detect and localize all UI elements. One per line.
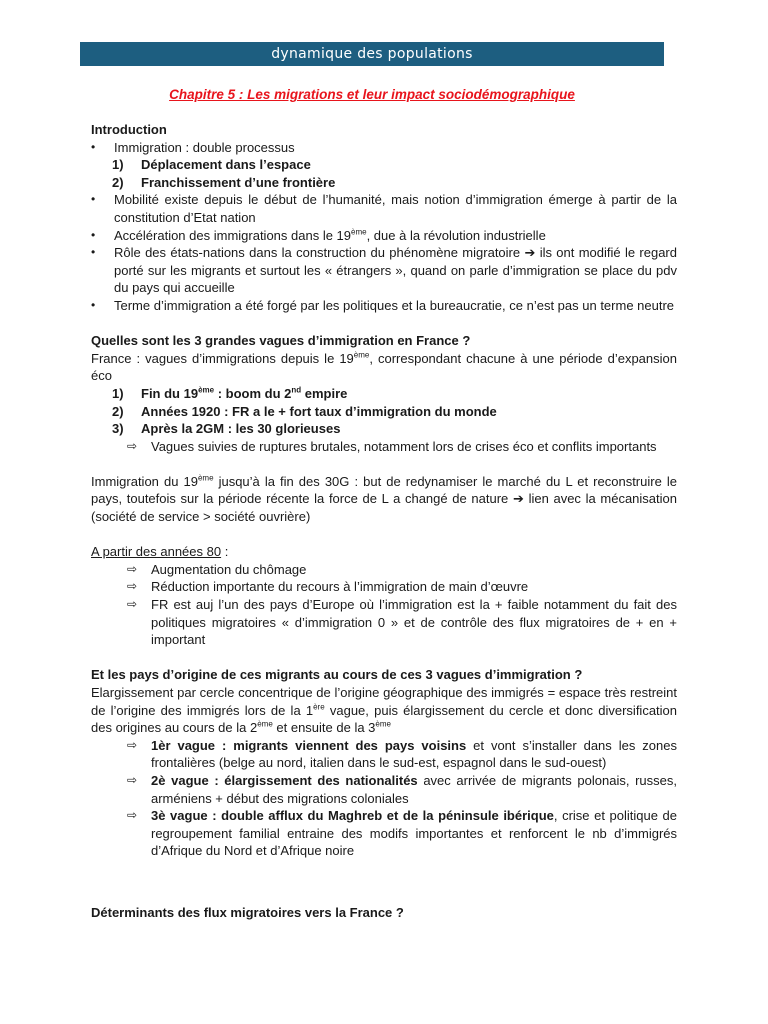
arrow-right-icon: ⇨ bbox=[127, 597, 138, 612]
superscript: nd bbox=[291, 385, 302, 395]
text-run: ils ont modifié le regard porté sur les migrants et surtout les « étrangers », quand on parle d’immigration se place du pdv du pays qui accueille bbox=[114, 245, 677, 296]
numbered-item bbox=[91, 174, 677, 192]
arrow-item bbox=[91, 578, 677, 596]
list-item bbox=[91, 227, 677, 245]
list-item bbox=[91, 191, 677, 226]
arrow-item-text: Augmentation du chômage bbox=[151, 561, 307, 577]
origins-paragraph bbox=[91, 684, 677, 737]
text-run: lien avec la mécanisation (société de service > société ouvrière) bbox=[91, 491, 677, 525]
text-run: , crise et politique de regroupement familial entraine des modifs importantes et renforcent le nb d’immigrés d’Afrique du Nord et d’Afrique noire bbox=[151, 808, 677, 859]
header-title: dynamique des populations bbox=[271, 46, 473, 62]
arrow-item bbox=[91, 737, 677, 772]
superscript: ème bbox=[351, 227, 367, 237]
item-number: 2) bbox=[112, 403, 124, 419]
header-bar bbox=[80, 42, 664, 66]
superscript: ème bbox=[257, 719, 273, 729]
text-run: , due à la révolution industrielle bbox=[366, 227, 546, 243]
list-item bbox=[91, 244, 677, 297]
list-item-text: Mobilité existe depuis le début de l’humanité, mais notion d’immigration émerge à partir de la constitution d’Etat nation bbox=[114, 192, 677, 225]
text-run: : bbox=[221, 544, 229, 560]
list-item-text bbox=[114, 227, 677, 245]
eighties-heading bbox=[91, 543, 677, 561]
document-body bbox=[91, 121, 677, 921]
arrow-right-icon: ⇨ bbox=[127, 438, 138, 453]
numbered-item-text: Après la 2GM : les 30 glorieuses bbox=[141, 421, 341, 437]
bold-run: 3è vague : double afflux du Maghreb et de la péninsule ibérique bbox=[151, 808, 554, 824]
arrow-item bbox=[91, 596, 677, 649]
item-number: 3) bbox=[112, 421, 124, 437]
arrow-item-text: Réduction importante du recours à l’immigration de main d’œuvre bbox=[151, 579, 529, 595]
text-run: , correspondant chacune à une période d’expansion éco bbox=[91, 350, 677, 384]
text-run: Rôle des états-nations dans la construction du phénomène migratoire bbox=[114, 245, 521, 261]
arrow-icon: ➔ bbox=[512, 491, 524, 507]
numbered-item-text bbox=[141, 385, 677, 403]
text-run: Elargissement par cercle concentrique de l’origine géographique des immigrés = espace très restreint de l’origine des immigrés lors de la 1 bbox=[91, 685, 677, 718]
list-item bbox=[91, 297, 677, 315]
text-run: et ensuite de la 3 bbox=[272, 720, 376, 736]
intro-heading: Introduction bbox=[91, 122, 167, 137]
bullet-icon: • bbox=[91, 297, 96, 312]
list-item-text: Terme d’immigration a été forgé par les politiques et la bureaucratie, ce n’est pas un terme neutre bbox=[114, 297, 675, 313]
arrow-item bbox=[91, 561, 677, 579]
superscript: ère bbox=[313, 702, 325, 712]
arrow-right-icon: ⇨ bbox=[127, 579, 138, 594]
bullet-icon: • bbox=[91, 245, 96, 260]
text-run: : boom du 2 bbox=[214, 385, 292, 401]
bullet-icon: • bbox=[91, 139, 96, 154]
arrow-item bbox=[91, 772, 677, 807]
text-run: avec arrivée de migrants polonais, russes, arméniens + début des migrations coloniales bbox=[151, 772, 677, 806]
text-run: empire bbox=[301, 385, 348, 401]
arrow-right-icon: ⇨ bbox=[127, 808, 138, 823]
arrow-item bbox=[91, 807, 677, 860]
bullet-icon: • bbox=[91, 192, 96, 207]
text-run: jusqu’à la fin des 30G : but de redynamiser le marché du L et reconstruire le pays, toutefois sur la période récente la force de L a changé de nature bbox=[91, 473, 677, 507]
arrow-item-text bbox=[151, 772, 677, 807]
numbered-item bbox=[91, 403, 677, 421]
numbered-item-text: Déplacement dans l’espace bbox=[141, 157, 311, 173]
waves-heading: Quelles sont les 3 grandes vagues d’immigration en France ? bbox=[91, 333, 471, 349]
text-run: vague, puis élargissement du cercle et donc diversification des origines au cours de la 2 bbox=[91, 702, 678, 736]
bold-run: 2è vague : élargissement des nationalités bbox=[151, 772, 418, 788]
superscript: ème bbox=[198, 385, 215, 395]
superscript: ème bbox=[197, 473, 214, 483]
list-item bbox=[91, 139, 677, 157]
paragraph-19th bbox=[91, 473, 677, 526]
numbered-item bbox=[91, 420, 677, 438]
numbered-item-text: Années 1920 : FR a le + fort taux d’immigration du monde bbox=[141, 403, 497, 419]
waves-paragraph bbox=[91, 350, 677, 385]
text-run: et vont s’installer dans les zones frontalières (belge au nord, italien dans le sud-est, espagnol dans le sud-ouest) bbox=[151, 737, 677, 771]
determinants-heading: Déterminants des flux migratoires vers la France ? bbox=[91, 904, 404, 920]
text-run: Immigration du 19 bbox=[91, 473, 198, 489]
item-number: 1) bbox=[112, 385, 124, 401]
arrow-item-text bbox=[151, 737, 677, 772]
numbered-item bbox=[91, 156, 677, 174]
arrow-item-text: FR est auj l’un des pays d’Europe où l’immigration est la + faible notamment du fait des politiques migratoires « d’immigration 0 » et de contrôle des flux migratoires de + en + important bbox=[151, 597, 677, 648]
text-run: France : vagues d’immigrations depuis le 19 bbox=[91, 350, 354, 366]
list-item-text bbox=[114, 244, 677, 297]
arrow-right-icon: ⇨ bbox=[127, 561, 138, 576]
text-run: Accélération des immigrations dans le 19 bbox=[114, 227, 352, 243]
item-number: 2) bbox=[112, 174, 124, 190]
text-run: Fin du 19 bbox=[141, 385, 199, 401]
origins-heading: Et les pays d’origine de ces migrants au cours de ces 3 vagues d’immigration ? bbox=[91, 667, 583, 683]
superscript: ème bbox=[375, 719, 391, 729]
arrow-right-icon: ⇨ bbox=[127, 737, 138, 752]
underlined-label: A partir des années 80 bbox=[91, 544, 222, 560]
arrow-item-text bbox=[151, 807, 677, 860]
item-number: 1) bbox=[112, 157, 124, 173]
numbered-item bbox=[91, 385, 677, 403]
numbered-item-text: Franchissement d’une frontière bbox=[141, 174, 336, 190]
arrow-icon: ➔ bbox=[524, 245, 536, 261]
superscript: ème bbox=[353, 350, 370, 360]
list-item-text: Immigration : double processus bbox=[114, 139, 295, 155]
bullet-icon: • bbox=[91, 227, 96, 242]
bold-run: 1èr vague : migrants viennent des pays voisins bbox=[151, 737, 467, 753]
arrow-item-text: Vagues suivies de ruptures brutales, notamment lors de crises éco et conflits importants bbox=[151, 438, 657, 454]
arrow-item bbox=[91, 438, 677, 456]
arrow-right-icon: ⇨ bbox=[127, 772, 138, 787]
chapter-title: Chapitre 5 : Les migrations et leur impact sociodémographique bbox=[169, 87, 575, 102]
